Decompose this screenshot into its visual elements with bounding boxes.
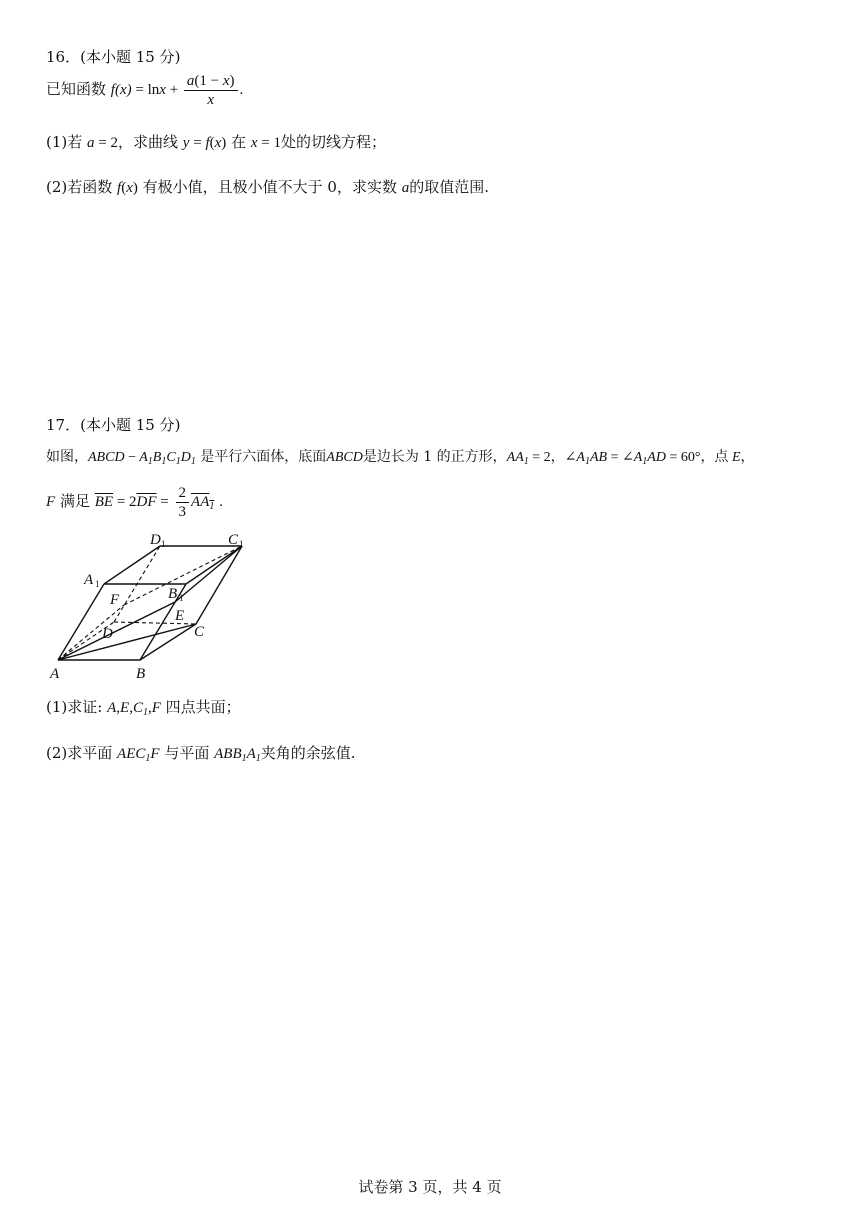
q16-fraction: $\frac{a(1 - x)}{x}$ xyxy=(184,72,238,109)
label-A1-subscript: 1 xyxy=(95,579,100,589)
edge-D1A1 xyxy=(104,546,160,584)
label-D: D xyxy=(102,626,113,642)
q17-part2-text-c: 夹角的余弦值. xyxy=(260,744,356,762)
q17-part2: (2)求平面 $AEC_1F$ 与平面 $ABB_1A_1$夹角的余弦值. xyxy=(46,744,356,764)
q17-text-s3: 是边长为 1 的正方形， xyxy=(362,449,507,465)
q17-text-s6: ， xyxy=(740,449,755,465)
q17-statement-line2: F 满足 $\overline{BE} = 2\overline{DF}$ = $\frac{2}{3}$ $AA_1$ . xyxy=(46,484,223,520)
q16-part1-text-b: ，求曲线 xyxy=(118,133,179,151)
edge-B1C1 xyxy=(186,546,242,584)
q16-intro-text: 已知函数 xyxy=(46,80,107,98)
q16-part2-text-a: (2)若函数 xyxy=(46,178,113,196)
q16-part1-text-c: 在 xyxy=(231,133,247,151)
segment-EC1 xyxy=(175,546,242,602)
label-B1-subscript: 1 xyxy=(179,593,184,603)
q16-part1-text-a: (1)若 xyxy=(46,133,83,151)
q17-fraction: $\frac{2}{3}$ xyxy=(176,484,190,521)
label-C: C xyxy=(194,624,205,640)
q17-statement-line1: 如图，ABCD − $A_1B_1C_1D_1$ 是平行六面体，底面ABCD是边长为 1 的正方形，$AA_1 = 2$，$\angle A_1AB$ = $\angle A_1AD = 60^\circ$，点 E， xyxy=(46,449,755,467)
q17-text-s7: 满足 xyxy=(59,492,90,510)
q16-part1-text-d: 处的切线方程； xyxy=(281,133,387,151)
q17-text-s2: 是平行六面体，底面 xyxy=(195,449,327,465)
q16-intro xyxy=(46,68,243,111)
label-A1: A xyxy=(84,572,94,588)
label-B: B xyxy=(136,666,146,682)
q17-part1: (1)求证: $A,E,C_1,F$ 四点共面； xyxy=(46,698,241,718)
q17-part2-text-a: (2)求平面 xyxy=(46,744,113,762)
q16-part2-text-c: 的取值范围. xyxy=(409,178,490,196)
label-F: F xyxy=(110,592,120,608)
label-C1: C xyxy=(228,532,239,548)
parallelepiped-figure xyxy=(44,528,264,684)
q17-header: 17．(本小题 15 分) xyxy=(46,416,181,434)
q17-part2-text-b: 与平面 xyxy=(164,744,210,762)
q17-text-s4: ， xyxy=(550,449,565,465)
label-D1-subscript: 1 xyxy=(161,539,166,549)
q17-text-s5: ，点 xyxy=(700,449,729,465)
edge-BC xyxy=(140,624,196,660)
label-A: A xyxy=(50,666,60,682)
q17-part1-text-a: (1)求证: xyxy=(46,698,103,716)
label-D1: D xyxy=(150,532,161,548)
diagonal-AC xyxy=(58,624,196,660)
q17-part1-text-b: 四点共面； xyxy=(165,698,241,716)
q16-header: 16．(本小题 15 分) xyxy=(46,48,181,66)
label-E: E xyxy=(175,608,185,624)
q16-part2: (2)若函数 f(x) 有极小值，且极小值不大于 0，求实数 a的取值范围. xyxy=(46,178,490,196)
page-footer: 试卷第 3 页，共 4 页 xyxy=(358,1178,502,1196)
q16-part1: (1)若 a = 2，求曲线 y = f(x) 在 x = 1处的切线方程； xyxy=(46,133,387,151)
q16-function-definition: f(x) = lnx + $\frac{a(1 - x)}{x}$ . xyxy=(110,73,244,109)
label-B1: B xyxy=(168,586,178,602)
q16-part2-text-b: 有极小值，且极小值不大于 0，求实数 xyxy=(142,178,397,196)
q17-text-s1: 如图， xyxy=(46,449,88,465)
label-C1-subscript: 1 xyxy=(239,539,244,549)
